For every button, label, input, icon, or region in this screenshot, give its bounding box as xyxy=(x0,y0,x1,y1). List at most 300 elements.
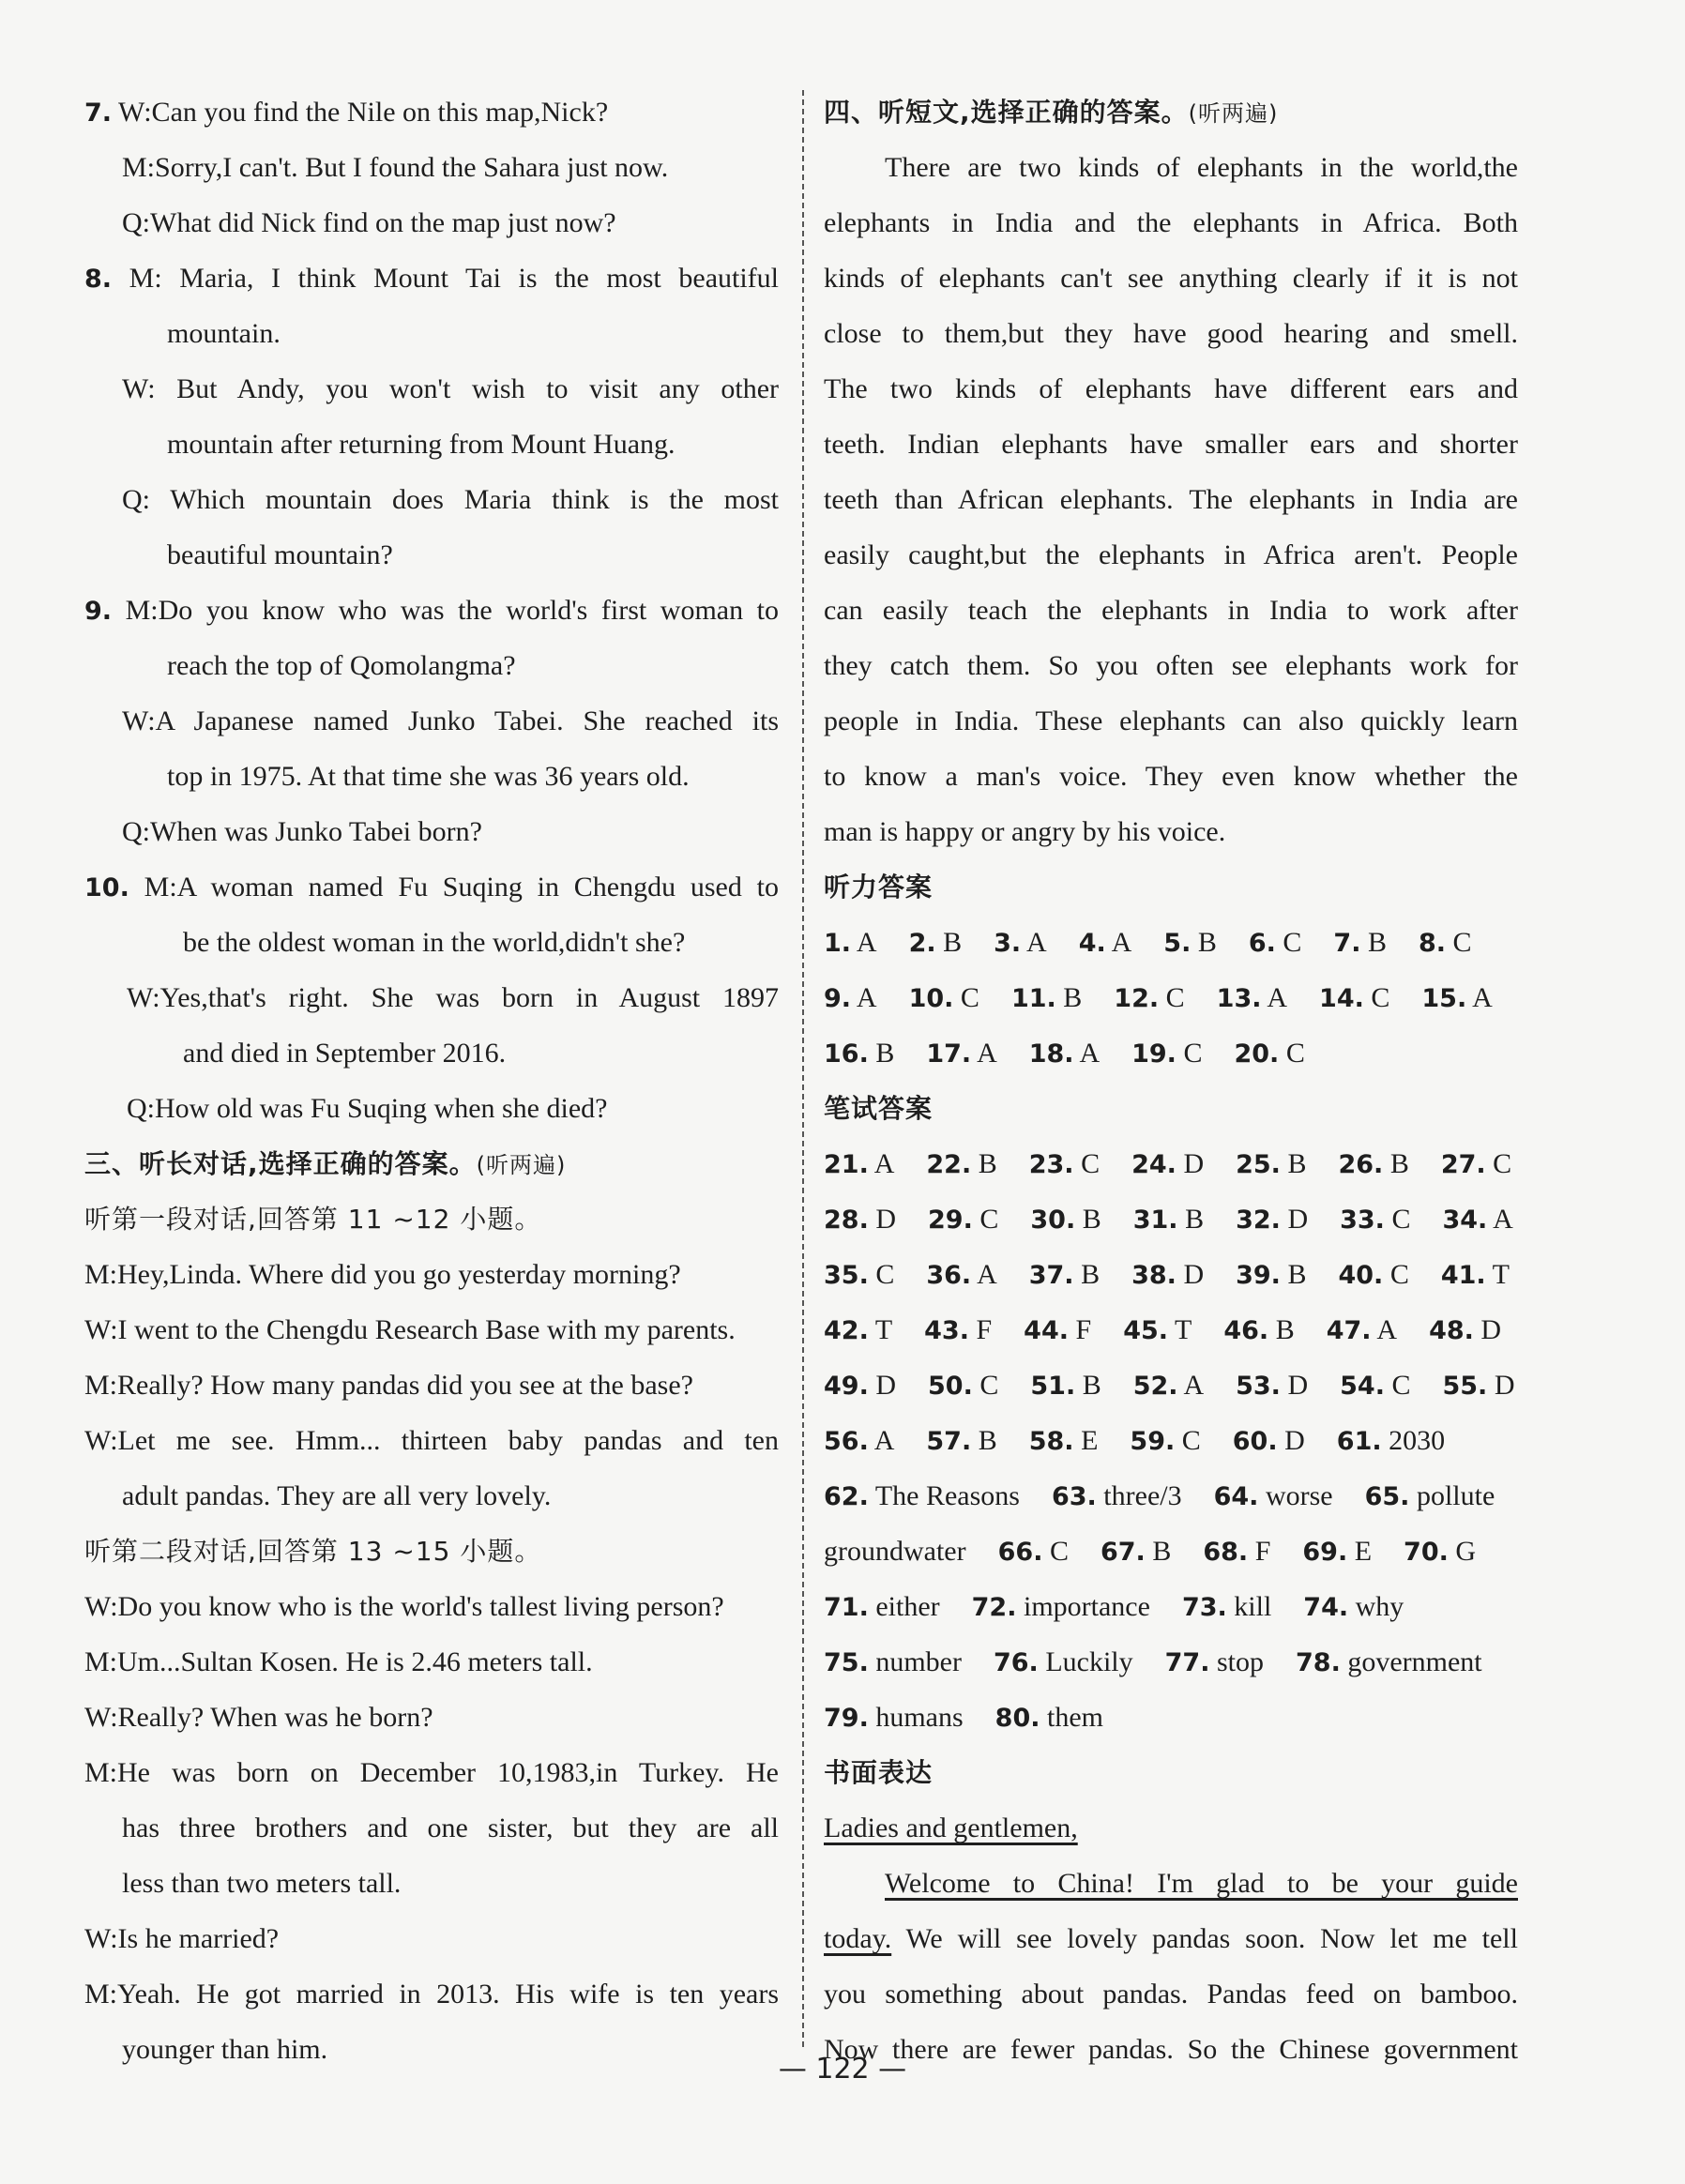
dialogue-2-intro: 听第二段对话,回答第 13 ~15 小题。 xyxy=(84,1536,542,1567)
answer-number: 60. xyxy=(1232,1427,1278,1456)
answer-number: 9. xyxy=(824,984,852,1013)
answer-value: D xyxy=(1480,1314,1502,1345)
answer-item xyxy=(824,1634,962,1691)
answer-number: 5. xyxy=(1163,929,1192,958)
answer-item xyxy=(1011,970,1082,1026)
answer-number: 46. xyxy=(1223,1316,1269,1345)
answer-item xyxy=(994,1634,1133,1691)
q9-m-cont: reach the top of Qomolangma? xyxy=(167,650,516,681)
answer-item xyxy=(909,915,963,971)
writing-line: today. We will see lovely pandas soon. Now let me tell xyxy=(824,1923,1518,1954)
answer-number: 37. xyxy=(1028,1261,1074,1290)
answer-number: 67. xyxy=(1100,1538,1146,1567)
answer-item xyxy=(824,1690,964,1746)
answer-item xyxy=(909,970,979,1026)
answer-number: 45. xyxy=(1123,1316,1169,1345)
passage-line: The two kinds of elephants have different ears and xyxy=(824,373,1518,404)
answer-value: A xyxy=(977,1038,997,1069)
answer-value: T xyxy=(1492,1259,1510,1290)
answer-number: 47. xyxy=(1326,1316,1372,1345)
answer-number: 34. xyxy=(1442,1206,1488,1235)
answer-value: B xyxy=(1287,1259,1307,1290)
answer-value: pollute xyxy=(1416,1480,1495,1511)
answer-item xyxy=(1421,970,1492,1026)
answer-item xyxy=(1303,1579,1404,1635)
answer-number: 71. xyxy=(824,1593,869,1622)
answer-number: 62. xyxy=(824,1482,869,1511)
answer-value: C xyxy=(1183,1038,1203,1069)
answer-value: E xyxy=(1081,1425,1099,1456)
dialogue-2-line: M:Um...Sultan Kosen. He is 2.46 meters tall. xyxy=(84,1646,593,1677)
answer-number: 22. xyxy=(926,1150,972,1179)
answer-value: kill xyxy=(1234,1591,1272,1622)
answer-number: 24. xyxy=(1131,1150,1176,1179)
answer-item xyxy=(1123,1302,1192,1358)
answer-item xyxy=(1131,1136,1204,1192)
answer-value: C xyxy=(1081,1148,1101,1179)
answer-value: them xyxy=(1047,1702,1104,1733)
answer-number: 27. xyxy=(1440,1150,1486,1179)
q10-w-cont: and died in September 2016. xyxy=(183,1038,507,1069)
answer-number: 15. xyxy=(1421,984,1467,1013)
answer-item xyxy=(1029,1247,1100,1303)
answer-value: stop xyxy=(1216,1646,1264,1677)
answer-item xyxy=(824,1413,894,1469)
answer-value: 2030 xyxy=(1389,1425,1446,1456)
answer-item xyxy=(824,915,877,971)
answer-value: T xyxy=(1175,1314,1192,1345)
answer-item xyxy=(1419,915,1472,971)
answer-item xyxy=(1296,1634,1482,1691)
answer-number: 76. xyxy=(993,1648,1039,1677)
q8-m-cont: mountain. xyxy=(167,318,281,349)
answer-item xyxy=(1029,1136,1100,1192)
answer-row xyxy=(824,1413,1518,1468)
answer-value: C xyxy=(1493,1148,1512,1179)
answer-row xyxy=(824,1191,1518,1247)
answer-number: 57. xyxy=(926,1427,972,1456)
answer-row xyxy=(824,1247,1518,1302)
answer-number: 65. xyxy=(1364,1482,1410,1511)
answer-item xyxy=(1337,1413,1445,1469)
answer-item xyxy=(1217,970,1287,1026)
answer-value: C xyxy=(1389,1259,1409,1290)
answer-item xyxy=(1340,1191,1410,1248)
answer-number: 11. xyxy=(1010,984,1056,1013)
passage-line: teeth. Indian elephants have smaller ears and shorter xyxy=(824,429,1518,460)
q9-w-cont: top in 1975. At that time she was 36 years old. xyxy=(167,761,690,792)
answer-number: 18. xyxy=(1028,1039,1074,1069)
answer-item xyxy=(1442,1191,1512,1248)
q9-q-line: Q:When was Junko Tabei born? xyxy=(122,816,482,847)
answer-number: 3. xyxy=(994,929,1022,958)
answer-item xyxy=(926,1136,996,1192)
answer-value: C xyxy=(960,982,979,1013)
answer-number: 61. xyxy=(1336,1427,1382,1456)
answer-value: T xyxy=(874,1314,893,1345)
answer-item xyxy=(1236,1247,1306,1303)
answer-item xyxy=(1404,1524,1476,1580)
answer-value: C xyxy=(1165,982,1185,1013)
answer-number: 39. xyxy=(1236,1261,1281,1290)
page-number: — 122 — xyxy=(778,2053,907,2085)
answer-value: B xyxy=(1063,982,1083,1013)
answer-row xyxy=(824,1468,1518,1524)
dialogue-1-intro: 听第一段对话,回答第 11 ~12 小题。 xyxy=(84,1204,542,1235)
answer-number: 73. xyxy=(1181,1593,1227,1622)
answer-number: 51. xyxy=(1030,1372,1076,1401)
answer-value: D xyxy=(1287,1370,1309,1401)
answer-item xyxy=(1223,1302,1294,1358)
answer-value: D xyxy=(1183,1148,1205,1179)
answer-value: B xyxy=(978,1425,997,1456)
writing-line: you something about pandas. Pandas feed on bamboo. xyxy=(824,1979,1518,2010)
answer-number: 75. xyxy=(824,1648,869,1677)
answer-number: 4. xyxy=(1078,929,1106,958)
answer-item xyxy=(1441,1136,1511,1192)
answer-item xyxy=(824,1524,966,1579)
answer-value: C xyxy=(1283,927,1302,958)
answer-item xyxy=(1442,1357,1514,1414)
answer-item xyxy=(998,1524,1069,1580)
answer-number: 6. xyxy=(1248,929,1276,958)
answer-value: F xyxy=(976,1314,993,1345)
answer-number: 79. xyxy=(824,1704,869,1733)
answer-item xyxy=(1133,1357,1204,1414)
answer-number: 55. xyxy=(1442,1372,1488,1401)
answer-item xyxy=(1030,1357,1101,1414)
answer-item xyxy=(1429,1302,1501,1358)
answer-number: 30. xyxy=(1030,1206,1076,1235)
listening-answers-heading: 听力答案 xyxy=(824,872,934,902)
q10-m-line: 10. M:A woman named Fu Suqing in Chengdu used to xyxy=(84,872,779,902)
answer-value: C xyxy=(1285,1038,1305,1069)
writing-greeting: Ladies and gentlemen, xyxy=(824,1812,1078,1843)
answer-value: worse xyxy=(1265,1480,1333,1511)
answer-number: 20. xyxy=(1234,1039,1280,1069)
answer-number: 54. xyxy=(1340,1372,1385,1401)
answer-value: B xyxy=(1082,1204,1101,1235)
answer-number: 77. xyxy=(1164,1648,1210,1677)
answer-item xyxy=(995,1690,1103,1746)
answer-value: B xyxy=(1152,1536,1172,1567)
answer-item xyxy=(1131,1247,1204,1303)
q8-m-line: 8. M: Maria, I think Mount Tai is the most beautiful xyxy=(84,263,779,294)
answer-value: A xyxy=(1111,927,1132,958)
answer-item xyxy=(1131,1025,1202,1082)
answer-value: either xyxy=(875,1591,940,1622)
answer-number: 33. xyxy=(1340,1206,1385,1235)
answer-value: B xyxy=(1185,1204,1205,1235)
answer-item xyxy=(1236,1191,1308,1248)
answer-item xyxy=(1029,1413,1099,1469)
passage-line: they catch them. So you often see elephants work for xyxy=(824,650,1518,681)
answer-item xyxy=(994,915,1047,971)
passage-line: kinds of elephants can't see anything clearly if it is not xyxy=(824,263,1518,294)
answer-item xyxy=(1249,915,1302,971)
answer-number: 10. xyxy=(908,984,954,1013)
answer-value: A xyxy=(873,1425,895,1456)
answer-value: A xyxy=(1493,1204,1513,1235)
answer-value: C xyxy=(1181,1425,1201,1456)
answer-value: A xyxy=(1079,1038,1101,1069)
dialogue-2-line: less than two meters tall. xyxy=(122,1868,402,1899)
writing-line: Now there are fewer pandas. So the Chinese government xyxy=(824,2034,1518,2065)
q7-m-line: M:Sorry,I can't. But I found the Sahara just now. xyxy=(122,152,669,183)
answer-value: D xyxy=(1287,1204,1309,1235)
answer-row xyxy=(824,1524,1518,1579)
q10-m-cont: be the oldest woman in the world,didn't she? xyxy=(183,927,686,958)
answer-value: A xyxy=(977,1259,997,1290)
answer-item xyxy=(1165,1634,1264,1691)
answer-item xyxy=(1101,1524,1171,1580)
answer-number: 32. xyxy=(1236,1206,1281,1235)
answer-value: Luckily xyxy=(1045,1646,1133,1677)
answer-number: 64. xyxy=(1213,1482,1259,1511)
answer-item xyxy=(1236,1136,1306,1192)
q8-q-line: Q: Which mountain does Maria think is the most xyxy=(122,484,779,515)
answer-item xyxy=(1030,1191,1101,1248)
answer-value: C xyxy=(979,1204,999,1235)
answer-value: D xyxy=(875,1204,897,1235)
answer-item xyxy=(1441,1247,1510,1303)
passage-line: man is happy or angry by his voice. xyxy=(824,816,1226,847)
answer-item xyxy=(924,1302,992,1358)
dialogue-2-line: M:He was born on December 10,1983,in Turkey. He xyxy=(84,1757,779,1788)
passage-line: easily caught,but the elephants in Africa aren't. People xyxy=(824,539,1518,570)
dialogue-2-line: has three brothers and one sister, but they are all xyxy=(122,1812,779,1843)
dialogue-1-line: M:Really? How many pandas did you see at the base? xyxy=(84,1370,693,1401)
answer-number: 44. xyxy=(1024,1316,1070,1345)
answer-number: 59. xyxy=(1130,1427,1176,1456)
answer-number: 48. xyxy=(1429,1316,1474,1345)
answer-item xyxy=(824,1136,894,1192)
answer-number: 72. xyxy=(971,1593,1017,1622)
answer-number: 28. xyxy=(824,1206,869,1235)
answer-number: 69. xyxy=(1302,1538,1348,1567)
answer-item xyxy=(1024,1302,1091,1358)
answer-number: 53. xyxy=(1236,1372,1281,1401)
answer-item xyxy=(824,1302,892,1358)
answer-item xyxy=(1079,915,1132,971)
answer-value: F xyxy=(1075,1314,1092,1345)
listening-answers xyxy=(824,915,1518,1081)
answer-row xyxy=(824,1634,1518,1690)
answer-number: 23. xyxy=(1028,1150,1074,1179)
answer-item xyxy=(1365,1468,1495,1524)
answer-number: 58. xyxy=(1028,1427,1074,1456)
answer-value: A xyxy=(1376,1314,1398,1345)
answer-value: B xyxy=(1197,927,1217,958)
answer-value: number xyxy=(875,1646,962,1677)
answer-item xyxy=(928,1357,998,1414)
answer-item xyxy=(1338,1136,1408,1192)
dialogue-2-line: W:Really? When was he born? xyxy=(84,1702,433,1733)
writing-heading: 书面表达 xyxy=(824,1757,934,1788)
answer-item xyxy=(824,1191,896,1248)
q9-w-line: W:A Japanese named Junko Tabei. She reached its xyxy=(122,705,779,736)
answer-value: B xyxy=(1081,1259,1101,1290)
q9-m-line: 9. M:Do you know who was the world's first woman to xyxy=(84,595,779,626)
answer-value: C xyxy=(1452,927,1472,958)
answer-row xyxy=(824,1136,1518,1191)
answer-number: 68. xyxy=(1203,1538,1249,1567)
q7-q-line: Q:What did Nick find on the map just now? xyxy=(122,207,616,238)
answer-value: B xyxy=(1389,1148,1409,1179)
answer-number: 31. xyxy=(1132,1206,1178,1235)
answer-number: 40. xyxy=(1338,1261,1384,1290)
answer-item xyxy=(1203,1524,1270,1580)
answer-value: The Reasons xyxy=(874,1480,1020,1511)
answer-value: D xyxy=(875,1370,897,1401)
q8-q-cont: beautiful mountain? xyxy=(167,539,393,570)
answer-row xyxy=(824,1025,1518,1081)
answer-value: B xyxy=(875,1038,895,1069)
answer-value: A xyxy=(856,927,877,958)
answer-number: 35. xyxy=(824,1261,869,1290)
answer-item xyxy=(824,1357,896,1414)
answer-value: humans xyxy=(875,1702,964,1733)
answer-item xyxy=(1052,1468,1182,1524)
answer-number: 49. xyxy=(824,1372,869,1401)
answer-row xyxy=(824,915,1518,970)
dialogue-2-line: W:Do you know who is the world's tallest living person? xyxy=(84,1591,724,1622)
dialogue-1-line: adult pandas. They are all very lovely. xyxy=(122,1480,552,1511)
answer-value: B xyxy=(1287,1148,1307,1179)
q8-w-cont: mountain after returning from Mount Huang. xyxy=(167,429,676,460)
answer-value: D xyxy=(1284,1425,1305,1456)
answer-value: A xyxy=(1183,1370,1205,1401)
answer-number: 80. xyxy=(994,1704,1040,1733)
answer-item xyxy=(824,1579,940,1635)
answer-number: 17. xyxy=(926,1039,972,1069)
q7-w-line: 7. W:Can you find the Nile on this map,Nick? xyxy=(84,97,609,128)
section-4-heading: 四、听短文,选择正确的答案。(听两遍) xyxy=(824,97,1279,128)
answer-item xyxy=(824,1468,1020,1524)
answer-value: groundwater xyxy=(824,1536,966,1567)
answer-value: C xyxy=(875,1259,895,1290)
answer-item xyxy=(1327,1302,1397,1358)
answer-value: government xyxy=(1347,1646,1482,1677)
answer-item xyxy=(1130,1413,1200,1469)
passage-line: close to them,but they have good hearing and smell. xyxy=(824,318,1518,349)
dialogue-2-line: younger than him. xyxy=(122,2034,328,2065)
answer-item xyxy=(928,1191,998,1248)
answer-number: 66. xyxy=(997,1538,1043,1567)
answer-item xyxy=(926,1413,996,1469)
answer-number: 78. xyxy=(1296,1648,1341,1677)
answer-value: A xyxy=(1472,982,1493,1013)
answer-number: 19. xyxy=(1131,1039,1176,1069)
answer-row xyxy=(824,1579,1518,1634)
answer-value: E xyxy=(1354,1536,1373,1567)
dialogue-1-line: M:Hey,Linda. Where did you go yesterday morning? xyxy=(84,1259,681,1290)
answer-item xyxy=(824,970,877,1026)
q10-q-line: Q:How old was Fu Suqing when she died? xyxy=(127,1093,608,1124)
answer-number: 8. xyxy=(1418,929,1447,958)
answer-number: 43. xyxy=(924,1316,969,1345)
answer-number: 12. xyxy=(1114,984,1160,1013)
answer-item xyxy=(824,1025,894,1082)
left-column xyxy=(84,84,779,2077)
answer-number: 70. xyxy=(1404,1538,1449,1567)
answer-number: 36. xyxy=(926,1261,972,1290)
answer-value: D xyxy=(1183,1259,1205,1290)
answer-value: C xyxy=(1049,1536,1069,1567)
column-divider xyxy=(802,90,804,2047)
answer-item xyxy=(1236,1357,1308,1414)
written-answers-heading: 笔试答案 xyxy=(824,1093,934,1124)
answer-number: 50. xyxy=(928,1372,973,1401)
answer-item xyxy=(1182,1579,1271,1635)
answer-value: three/3 xyxy=(1103,1480,1182,1511)
answer-item xyxy=(926,1247,996,1303)
answer-value: B xyxy=(1275,1314,1295,1345)
answer-number: 2. xyxy=(908,929,936,958)
answer-value: A xyxy=(856,982,877,1013)
answer-row xyxy=(824,970,1518,1025)
written-answers xyxy=(824,1136,1518,1745)
answer-number: 14. xyxy=(1319,984,1364,1013)
answer-value: G xyxy=(1455,1536,1477,1567)
passage-line: people in India. These elephants can also quickly learn xyxy=(824,705,1518,736)
answer-number: 56. xyxy=(824,1427,869,1456)
answer-item xyxy=(1163,915,1217,971)
answer-item xyxy=(972,1579,1150,1635)
answer-value: A xyxy=(873,1148,895,1179)
answer-item xyxy=(1133,1191,1204,1248)
answer-value: C xyxy=(1391,1370,1411,1401)
answer-value: importance xyxy=(1023,1591,1150,1622)
answer-item xyxy=(1233,1413,1305,1469)
answer-number: 13. xyxy=(1216,984,1262,1013)
answer-item xyxy=(1114,970,1184,1026)
answer-number: 38. xyxy=(1131,1261,1176,1290)
answer-value: B xyxy=(978,1148,997,1179)
answer-value: C xyxy=(1391,1204,1411,1235)
answer-value: B xyxy=(943,927,963,958)
dialogue-1-line: W:I went to the Chengdu Research Base with my parents. xyxy=(84,1314,736,1345)
dialogue-1-line: W:Let me see. Hmm... thirteen baby pandas and ten xyxy=(84,1425,779,1456)
answer-item xyxy=(1319,970,1389,1026)
answer-value: why xyxy=(1355,1591,1404,1622)
answer-item xyxy=(1333,915,1387,971)
answer-number: 42. xyxy=(824,1316,869,1345)
answer-number: 26. xyxy=(1338,1150,1384,1179)
answer-row xyxy=(824,1357,1518,1413)
answer-value: C xyxy=(1371,982,1390,1013)
answer-item xyxy=(1302,1524,1372,1580)
answer-number: 21. xyxy=(824,1150,869,1179)
passage-line: to know a man's voice. They even know whether the xyxy=(824,761,1518,792)
answer-number: 52. xyxy=(1132,1372,1178,1401)
right-column xyxy=(824,84,1518,2077)
answer-value: C xyxy=(979,1370,999,1401)
answer-value: B xyxy=(1367,927,1387,958)
answer-row xyxy=(824,1302,1518,1357)
answer-row xyxy=(824,1690,1518,1745)
writing-line: Welcome to China! I'm glad to be your guide xyxy=(885,1868,1518,1899)
passage-line: can easily teach the elephants in India to work after xyxy=(824,595,1518,626)
answer-number: 16. xyxy=(824,1039,869,1069)
passage-line: teeth than African elephants. The elephants in India are xyxy=(824,484,1518,515)
passage-line: elephants in India and the elephants in Africa. Both xyxy=(824,207,1518,238)
q8-w-line: W: But Andy, you won't wish to visit any other xyxy=(122,373,779,404)
answer-number: 74. xyxy=(1303,1593,1349,1622)
answer-item xyxy=(1338,1247,1408,1303)
answer-value: D xyxy=(1494,1370,1515,1401)
answer-item xyxy=(824,1247,894,1303)
